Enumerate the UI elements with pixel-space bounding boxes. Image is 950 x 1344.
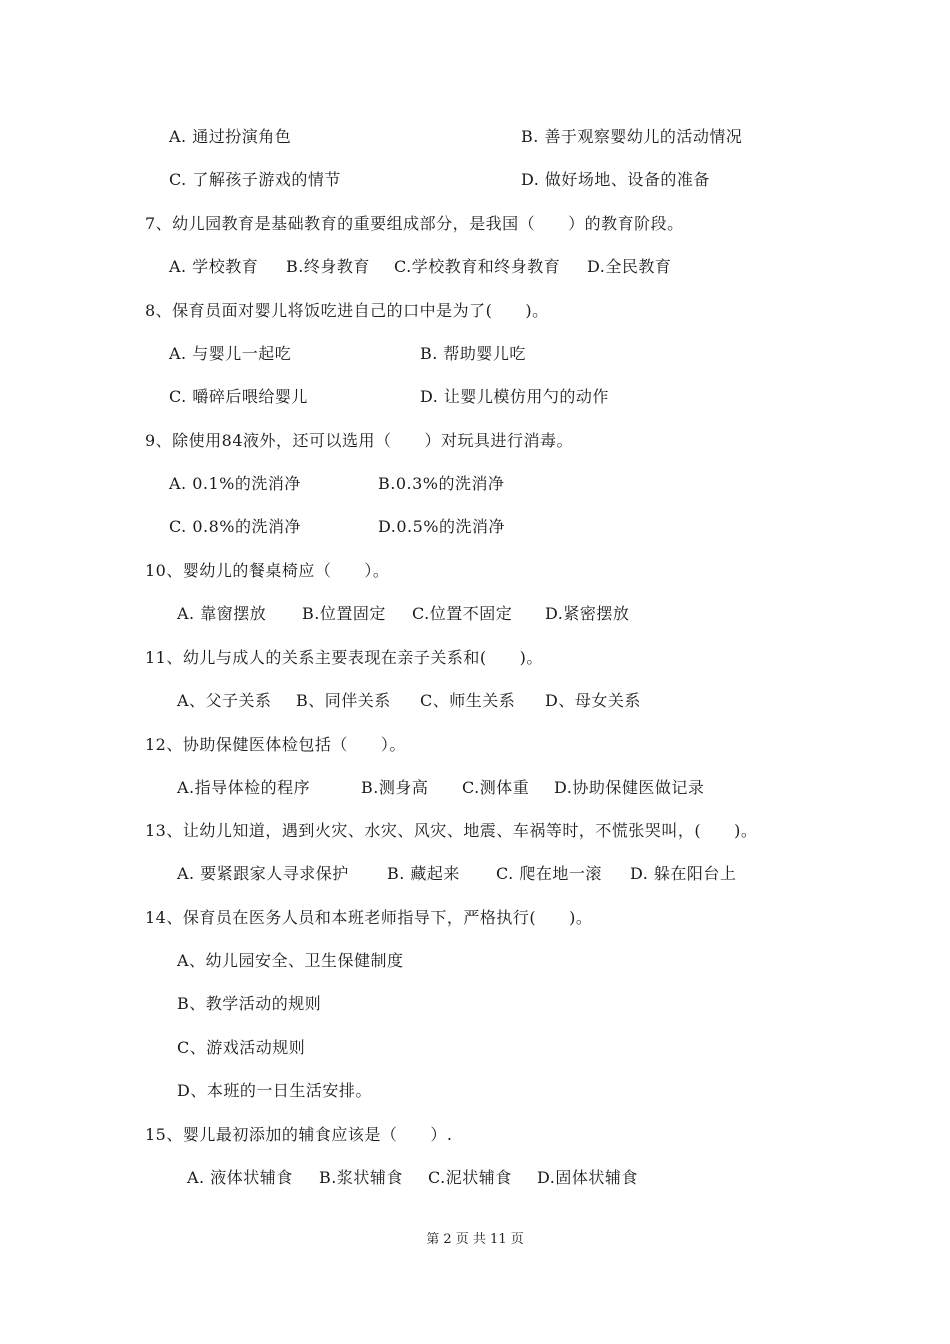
q11-option-b: B、同伴关系 [296,691,391,710]
q6-option-b: B. 善于观察婴幼儿的活动情况 [521,127,743,146]
question-13-stem: 13、让幼儿知道，遇到火灾、水灾、风灾、地震、车祸等时，不慌张哭叫，( )。 [145,821,758,840]
q8-option-a: A. 与婴儿一起吃 [169,344,292,363]
q12-option-a: A.指导体检的程序 [177,778,311,797]
question-10-stem: 10、婴幼儿的餐桌椅应（ ）。 [145,561,390,580]
question-11-stem: 11、幼儿与成人的关系主要表现在亲子关系和( )。 [145,648,543,667]
q14-option-b: B、教学活动的规则 [177,994,322,1013]
q9-option-b: B.0.3%的洗消净 [378,474,505,493]
q6-option-a: A. 通过扮演角色 [169,127,292,146]
q15-option-d: D.固体状辅食 [537,1168,638,1187]
question-12-stem: 12、协助保健医体检包括（ ）。 [145,735,406,754]
q11-option-a: A、父子关系 [177,691,272,710]
page-number-footer: 第 2 页 共 11 页 [426,1232,524,1247]
question-9-stem: 9、除使用84液外，还可以选用（ ）对玩具进行消毒。 [145,431,574,450]
q15-option-b: B.浆状辅食 [319,1168,403,1187]
q8-option-b: B. 帮助婴儿吃 [420,344,526,363]
q12-option-b: B.测身高 [361,778,429,797]
q8-option-d: D. 让婴儿模仿用勺的动作 [420,387,609,406]
q10-option-d: D.紧密摆放 [545,604,630,623]
q15-option-a: A. 液体状辅食 [187,1168,293,1187]
q13-option-d: D. 躲在阳台上 [630,864,737,883]
q7-option-b: B.终身教育 [286,257,370,276]
q9-option-a: A. 0.1%的洗消净 [169,474,301,493]
q15-option-c: C.泥状辅食 [428,1168,512,1187]
q11-option-c: C、师生关系 [420,691,516,710]
q6-option-d: D. 做好场地、设备的准备 [521,170,710,189]
q10-option-a: A. 靠窗摆放 [177,604,267,623]
q7-option-d: D.全民教育 [587,257,672,276]
question-14-stem: 14、保育员在医务人员和本班老师指导下，严格执行( )。 [145,908,593,927]
q9-option-d: D.0.5%的洗消净 [378,517,505,536]
q9-option-c: C. 0.8%的洗消净 [169,517,301,536]
q11-option-d: D、母女关系 [545,691,641,710]
q12-option-d: D.协助保健医做记录 [554,778,705,797]
q14-option-c: C、游戏活动规则 [177,1038,306,1057]
q10-option-b: B.位置固定 [302,604,386,623]
q10-option-c: C.位置不固定 [412,604,513,623]
q14-option-d: D、本班的一日生活安排。 [177,1081,372,1100]
q13-option-b: B. 藏起来 [387,864,460,883]
q13-option-a: A. 要紧跟家人寻求保护 [177,864,349,883]
q8-option-c: C. 嚼碎后喂给婴儿 [169,387,308,406]
question-15-stem: 15、婴儿最初添加的辅食应该是（ ）. [145,1125,453,1144]
question-7-stem: 7、幼儿园教育是基础教育的重要组成部分，是我国（ ）的教育阶段。 [145,214,684,233]
q6-option-c: C. 了解孩子游戏的情节 [169,170,341,189]
q13-option-c: C. 爬在地一滚 [496,864,602,883]
q7-option-a: A. 学校教育 [169,257,259,276]
q14-option-a: A、幼儿园安全、卫生保健制度 [177,951,404,970]
question-8-stem: 8、保育员面对婴儿将饭吃进自己的口中是为了( )。 [145,301,549,320]
q7-option-c: C.学校教育和终身教育 [394,257,561,276]
q12-option-c: C.测体重 [462,778,530,797]
